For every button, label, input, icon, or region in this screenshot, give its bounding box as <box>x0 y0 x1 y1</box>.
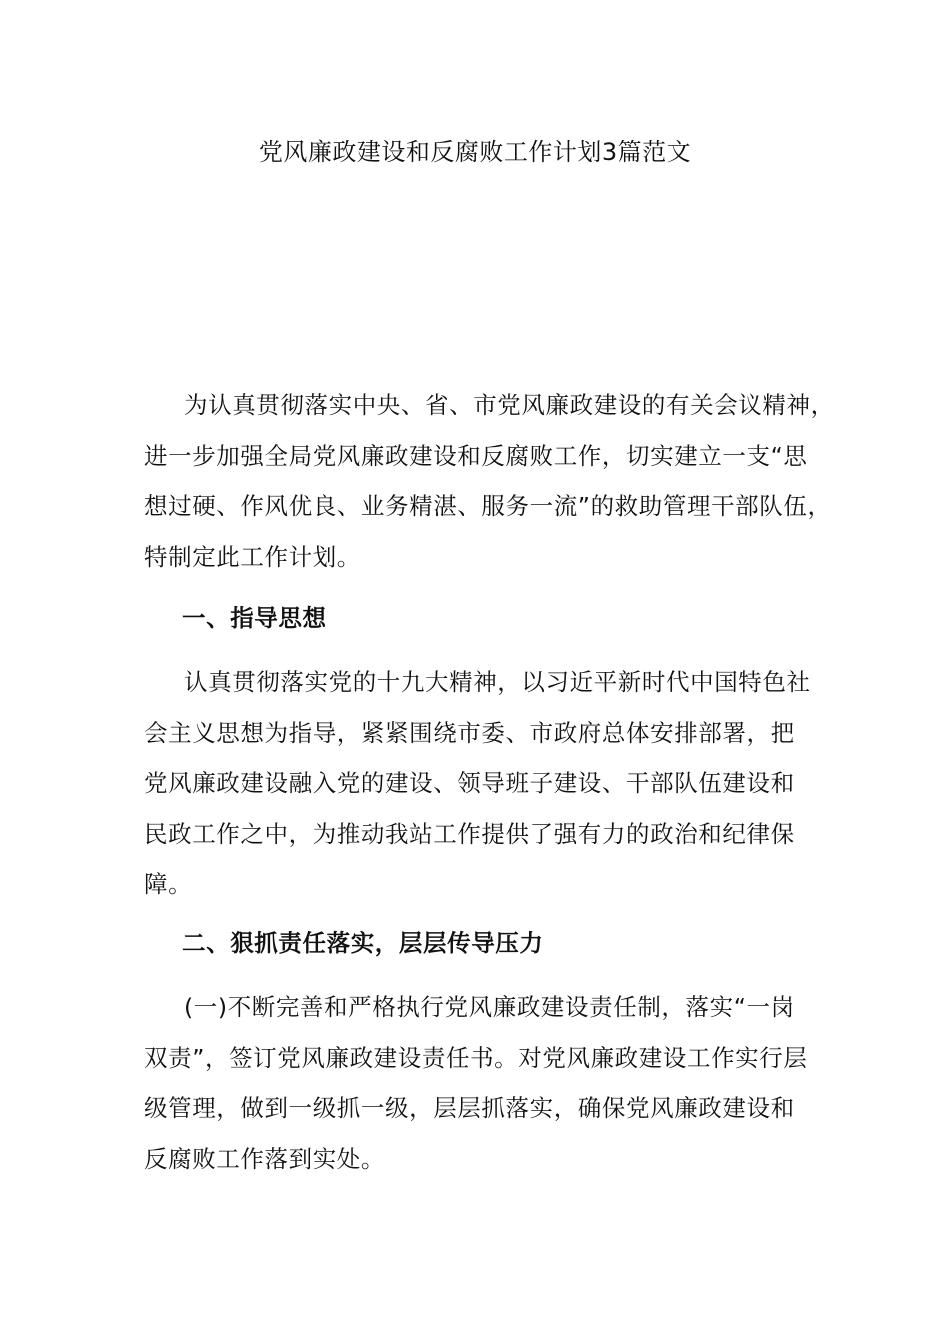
section1-line-5: 障。 <box>144 870 193 898</box>
section1-line-2: 会主义思想为指导，紧紧围绕市委、市政府总体安排部署，把 <box>144 718 795 747</box>
intro-line-1: 为认真贯彻落实中央、省、市党风廉政建设的有关会议精神， <box>184 391 835 419</box>
section1-line-4: 民政工作之中，为推动我站工作提供了强有力的政治和纪律保 <box>144 819 795 848</box>
intro-paragraph <box>144 380 834 582</box>
section2-paragraph <box>144 982 834 1184</box>
section1-paragraph <box>144 657 834 910</box>
section-heading-1: 一、指导思想 <box>182 604 327 632</box>
section-heading-2: 二、狠抓责任落实，层层传导压力 <box>182 929 544 957</box>
section2-line-4: 反腐败工作落到实处。 <box>144 1144 385 1173</box>
document-title: 党风廉政建设和反腐败工作计划3篇范文 <box>258 138 692 166</box>
intro-line-2: 进一步加强全局党风廉政建设和反腐败工作，切实建立一支“思 <box>144 441 808 470</box>
section1-line-3: 党风廉政建设融入党的建设、领导班子建设、干部队伍建设和 <box>144 769 795 797</box>
section2-line-1: (一)不断完善和严格执行党风廉政建设责任制，落实“一岗 <box>184 993 795 1021</box>
section1-line-1: 认真贯彻落实党的十九大精神，以习近平新时代中国特色社 <box>184 668 811 696</box>
section2-line-3: 级管理，做到一级抓一级，层层抓落实，确保党风廉政建设和 <box>144 1094 795 1122</box>
intro-line-4: 特制定此工作计划。 <box>144 542 361 571</box>
intro-line-3: 想过硬、作风优良、业务精湛、服务一流”的救助管理干部队伍， <box>144 492 832 520</box>
section2-line-2: 双责”，签订党风廉政建设责任书。对党风廉政建设工作实行层 <box>144 1043 808 1072</box>
